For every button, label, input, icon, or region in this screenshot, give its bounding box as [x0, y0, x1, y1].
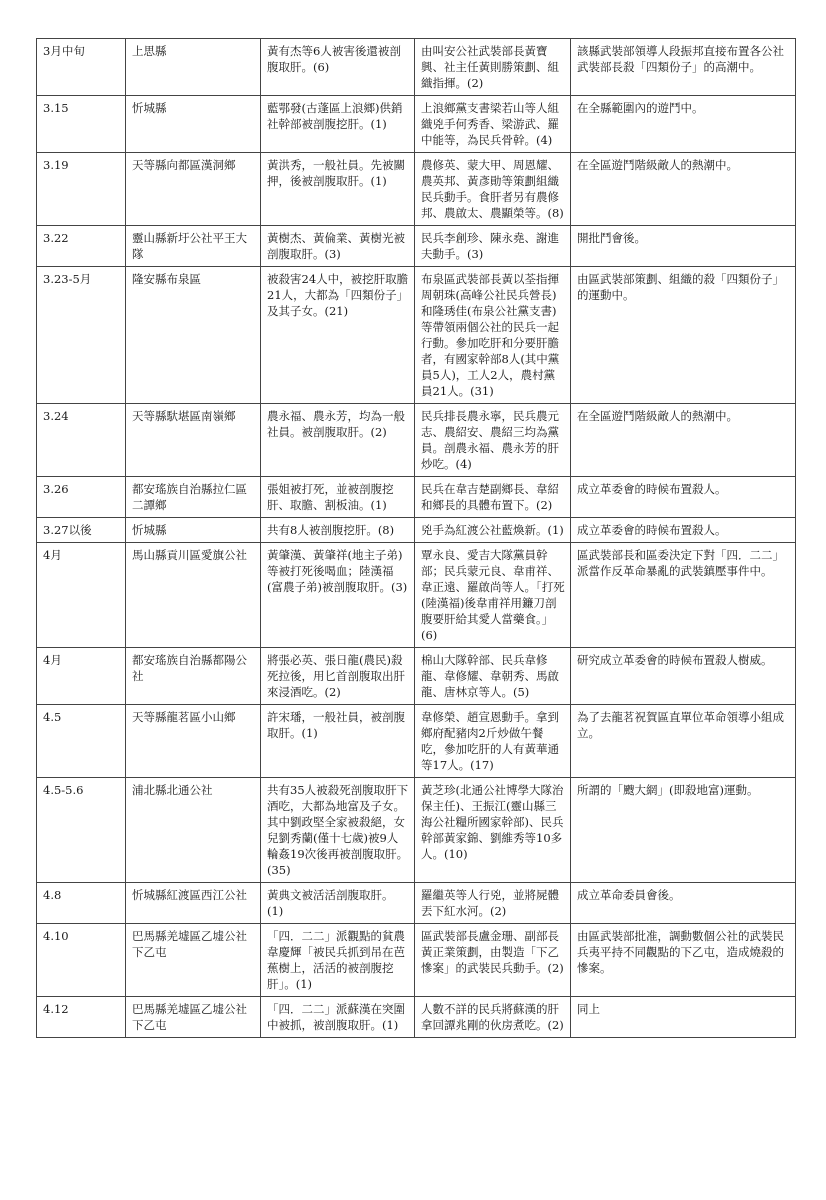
- victims-cell: 黃有杰等6人被害後還被剖腹取肝。(6): [261, 39, 415, 96]
- table-row: [37, 778, 796, 883]
- table-row: [37, 883, 796, 924]
- perpetrators-cell: 覃永良、愛吉大隊黨員幹部；民兵蒙元良、韋甫祥、韋正遠、羅啟尚等人。「打死(陸漢福)後韋甫祥用鐮刀剖腹要肝給其愛人當藥食。」(6): [415, 543, 571, 648]
- perpetrators-cell: 民兵排長農永寧，民兵農元志、農紹安、農紹三均為黨員。剖農永福、農永芳的肝炒吃。(4): [415, 404, 571, 477]
- place-cell: 天等縣向都區漢洞鄉: [126, 153, 261, 226]
- victims-cell: 被殺害24人中，被挖肝取膽21人，大都為「四類份子」及其子女。(21): [261, 267, 415, 404]
- victims-cell: 黃洪秀，一般社員。先被關押，後被剖腹取肝。(1): [261, 153, 415, 226]
- context-cell: 由區武裝部策劃、組織的殺「四類份子」的運動中。: [571, 267, 796, 404]
- date-cell: 3月中旬: [37, 39, 126, 96]
- place-cell: 隆安縣布泉區: [126, 267, 261, 404]
- context-cell: 所謂的「颼大網」(即殺地富)運動。: [571, 778, 796, 883]
- table-row: [37, 924, 796, 997]
- context-cell: 在全區遊鬥階級敵人的熱潮中。: [571, 153, 796, 226]
- date-cell: 3.26: [37, 477, 126, 518]
- victims-cell: 「四．二二」派蘇漢在突圍中被抓，被剖腹取肝。(1): [261, 997, 415, 1038]
- perpetrators-cell: 民兵在韋吉楚副鄉長、韋紹和鄉長的具體布置下。(2): [415, 477, 571, 518]
- context-cell: 在全區遊鬥階級敵人的熱潮中。: [571, 404, 796, 477]
- victims-cell: 黃典文被活活剖腹取肝。(1): [261, 883, 415, 924]
- date-cell: 3.15: [37, 96, 126, 153]
- table-row: [37, 96, 796, 153]
- date-cell: 3.27以後: [37, 518, 126, 543]
- place-cell: 浦北縣北通公社: [126, 778, 261, 883]
- table-body: [37, 39, 796, 1038]
- perpetrators-cell: 棉山大隊幹部、民兵韋修龍、韋修耀、韋朝秀、馬啟龍、唐林京等人。(5): [415, 648, 571, 705]
- context-cell: 該縣武裝部領導人段振邦直接布置各公社武裝部長殺「四類份子」的高潮中。: [571, 39, 796, 96]
- place-cell: 忻城縣: [126, 518, 261, 543]
- place-cell: 上思縣: [126, 39, 261, 96]
- victims-cell: 共有35人被殺死剖腹取肝下酒吃，大都為地富及子女。其中劉政堅全家被殺絕，女兒劉秀蘭(僅十七歲)被9人輪姦19次後再被剖腹取肝。(35): [261, 778, 415, 883]
- table-row: [37, 39, 796, 96]
- place-cell: 靈山縣新圩公社平王大隊: [126, 226, 261, 267]
- victims-cell: 「四．二二」派觀點的貧農韋慶輝「被民兵抓到吊在芭蕉樹上，活活的被剖腹挖肝」。(1): [261, 924, 415, 997]
- table-row: [37, 648, 796, 705]
- table-row: [37, 518, 796, 543]
- context-cell: 區武裝部長和區委決定下對「四．二二」派當作反革命暴亂的武裝鎮壓事件中。: [571, 543, 796, 648]
- table-row: [37, 226, 796, 267]
- context-cell: 在全縣範圍內的遊鬥中。: [571, 96, 796, 153]
- table-row: [37, 267, 796, 404]
- place-cell: 天等縣馱堪區南嶺鄉: [126, 404, 261, 477]
- context-cell: 由區武裝部批准，調動數個公社的武裝民兵夷平持不同觀點的下乙屯，造成燒殺的慘案。: [571, 924, 796, 997]
- perpetrators-cell: 韋修榮、趙宣恩動手。拿到鄉府配豬肉2斤炒做午餐吃，參加吃肝的人有黃華通等17人。(17): [415, 705, 571, 778]
- date-cell: 4.5: [37, 705, 126, 778]
- victims-cell: 共有8人被剖腹挖肝。(8): [261, 518, 415, 543]
- perpetrators-cell: 黃芝珍(北通公社博學大隊治保主任)、王振江(靈山縣三海公社糧所國家幹部)、民兵幹部黃家錦、劉維秀等10多人。(10): [415, 778, 571, 883]
- victims-cell: 藍鄂發(古蓬區上浪鄉)供銷社幹部被剖腹挖肝。(1): [261, 96, 415, 153]
- table-row: [37, 153, 796, 226]
- victims-cell: 黃肇漢、黃肇祥(地主子弟)等被打死後喝血；陸漢福(富農子弟)被剖腹取肝。(3): [261, 543, 415, 648]
- date-cell: 4月: [37, 543, 126, 648]
- place-cell: 都安瑤族自治縣都陽公社: [126, 648, 261, 705]
- table-row: [37, 543, 796, 648]
- place-cell: 天等縣龍茗區小山鄉: [126, 705, 261, 778]
- victims-cell: 許宋璠，一般社員，被剖腹取肝。(1): [261, 705, 415, 778]
- victims-cell: 張姐被打死，並被剖腹挖肝、取膽、割板油。(1): [261, 477, 415, 518]
- perpetrators-cell: 兇手為紅渡公社藍煥新。(1): [415, 518, 571, 543]
- perpetrators-cell: 農修英、蒙大甲、周恩耀、農英邦、黃彥勛等策劃組織民兵動手。食肝者另有農修邦、農啟太、農顯榮等。(8): [415, 153, 571, 226]
- perpetrators-cell: 區武裝部長盧金珊、副部長黃正業策劃，由製造「下乙慘案」的武裝民兵動手。(2): [415, 924, 571, 997]
- date-cell: 3.23-5月: [37, 267, 126, 404]
- date-cell: 3.19: [37, 153, 126, 226]
- date-cell: 4月: [37, 648, 126, 705]
- table-row: [37, 404, 796, 477]
- perpetrators-cell: 人數不詳的民兵將蘇漢的肝拿回譚兆剛的伙房煮吃。(2): [415, 997, 571, 1038]
- context-cell: 成立革委會的時候布置殺人。: [571, 518, 796, 543]
- context-cell: 成立革委會的時候布置殺人。: [571, 477, 796, 518]
- table-row: [37, 477, 796, 518]
- victims-cell: 農永福、農永芳，均為一般社員。被剖腹取肝。(2): [261, 404, 415, 477]
- perpetrators-cell: 由叫安公社武裝部長黃寶興、社主任黃則勝策劃、組織指揮。(2): [415, 39, 571, 96]
- events-table: [36, 38, 796, 1038]
- place-cell: 都安瑤族自治縣拉仁區二譚鄉: [126, 477, 261, 518]
- date-cell: 4.5-5.6: [37, 778, 126, 883]
- place-cell: 忻城縣: [126, 96, 261, 153]
- perpetrators-cell: 布泉區武裝部長黃以荃指揮周朝珠(高峰公社民兵營長)和隆琇佳(布泉公社黨支書)等帶領兩個公社的民兵一起行動。參加吃肝和分要肝膽者，有國家幹部8人(其中黨員5人)，工人2人，農村黨員21人。(31): [415, 267, 571, 404]
- victims-cell: 黃樹杰、黃倫業、黃樹光被剖腹取肝。(3): [261, 226, 415, 267]
- place-cell: 馬山縣貢川區愛旗公社: [126, 543, 261, 648]
- place-cell: 巴馬縣羌墟區乙墟公社下乙屯: [126, 997, 261, 1038]
- date-cell: 3.22: [37, 226, 126, 267]
- context-cell: 研究成立革委會的時候布置殺人樹威。: [571, 648, 796, 705]
- date-cell: 4.8: [37, 883, 126, 924]
- perpetrators-cell: 上浪鄉黨支書梁若山等人組織兇手何秀香、梁游武、羅中能等，為民兵骨幹。(4): [415, 96, 571, 153]
- place-cell: 巴馬縣羌墟區乙墟公社下乙屯: [126, 924, 261, 997]
- place-cell: 忻城縣紅渡區西江公社: [126, 883, 261, 924]
- context-cell: 開批鬥會後。: [571, 226, 796, 267]
- perpetrators-cell: 民兵李創珍、陳永堯、謝進夫動手。(3): [415, 226, 571, 267]
- context-cell: 為了去龍茗祝賀區直單位革命領導小組成立。: [571, 705, 796, 778]
- table-row: [37, 997, 796, 1038]
- date-cell: 4.12: [37, 997, 126, 1038]
- context-cell: 成立革命委員會後。: [571, 883, 796, 924]
- context-cell: 同上: [571, 997, 796, 1038]
- date-cell: 4.10: [37, 924, 126, 997]
- perpetrators-cell: 羅繼英等人行兇，並將屍體丟下紅水河。(2): [415, 883, 571, 924]
- table-row: [37, 705, 796, 778]
- victims-cell: 將張必英、張日龍(農民)殺死拉後，用匕首剖腹取出肝來浸酒吃。(2): [261, 648, 415, 705]
- date-cell: 3.24: [37, 404, 126, 477]
